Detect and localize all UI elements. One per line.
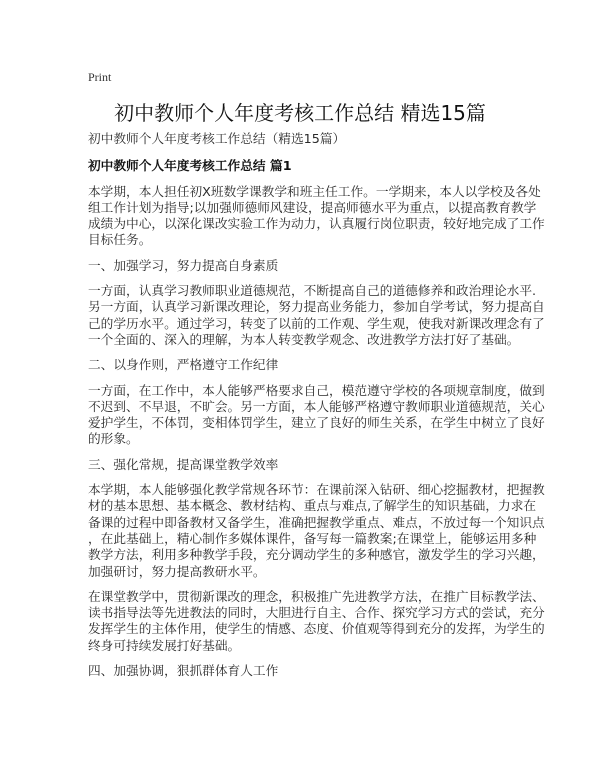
text-line: 终身可持续发展打好基础。 <box>88 637 241 653</box>
text-line: 四、加强协调，狠抓群体育人工作 <box>88 663 279 679</box>
text-line: 一方面，在工作中，本人能够严格要求自己，模范遵守学校的各项规章制度，做到 <box>88 382 545 398</box>
paragraph-list <box>88 183 545 680</box>
subsection-heading <box>88 357 528 373</box>
section-heading: 初中教师个人年度考核工作总结 篇1 <box>88 158 292 174</box>
paragraph <box>88 283 545 348</box>
text-line: 另一方面，认真学习新课改理论，努力提高业务能力，参加自学考试，努力提高自 <box>88 299 545 315</box>
document-title: 初中教师个人年度考核工作总结 精选15篇 <box>114 101 486 125</box>
text-line: ，在此基础上，精心制作多媒体课件，备写每一篇教案;在课堂上，能够运用多种 <box>88 530 537 546</box>
text-line: 成绩为中心，以深化课改实验工作为动力，认真履行岗位职责，较好地完成了工作 <box>88 216 545 232</box>
text-line: 备课的过程中即备教材又备学生，准确把握教学重点、难点，不放过每一个知识点 <box>88 514 545 530</box>
paragraph <box>88 382 545 448</box>
text-line: 组工作计划为指导;以加强师德师风建设，提高师德水平为重点，以提高教育教学 <box>88 199 537 215</box>
text-line: 目标任务。 <box>88 232 152 248</box>
subsection-heading <box>88 258 528 274</box>
text-line: 在课堂教学中，贯彻新课改的理念，积极推广先进教学方法，在推广目标教学法、 <box>88 588 545 604</box>
text-line: 材的基本思想、基本概念、教材结构、重点与难点,了解学生的知识基础，力求在 <box>88 498 537 514</box>
text-line: 本学期，本人担任初X班数学课教学和班主任工作。一学期来，本人以学校及各处 <box>88 183 541 199</box>
paragraph <box>88 482 545 580</box>
text-line: 加强研讨，努力提高教研水平。 <box>88 563 266 579</box>
paragraph <box>88 588 545 654</box>
subsection-heading <box>88 457 528 473</box>
text-line: 一、加强学习，努力提高自身素质 <box>88 257 279 273</box>
paragraph <box>88 183 545 249</box>
text-line: 一方面，认真学习教师职业道德规范，不断提高自己的道德修养和政治理论水平. <box>88 283 537 299</box>
document-body <box>88 131 545 688</box>
text-line: 发挥学生的主体作用，使学生的情感、态度、价值观等得到充分的发挥，为学生的 <box>88 621 545 637</box>
print-link[interactable]: Print <box>88 70 112 84</box>
text-line: 一个全面的、深入的理解，为本人转变教学观念、改进教学方法打好了基础。 <box>88 331 520 347</box>
text-line: 爱护学生，不体罚，变相体罚学生，建立了良好的师生关系，在学生中树立了良好 <box>88 415 545 431</box>
text-line: 读书指导法等先进教法的同时，大胆进行自主、合作、探究学习方式的尝试，充分 <box>88 605 545 621</box>
text-line: 三、强化常规，提高课堂教学效率 <box>88 456 279 472</box>
document-subtitle: 初中教师个人年度考核工作总结（精选15篇） <box>88 131 346 146</box>
text-line: 不迟到、不早退，不旷会。另一方面，本人能够严格遵守教师职业道德规范，关心 <box>88 398 545 414</box>
text-line: 的形象。 <box>88 431 139 447</box>
text-line: 己的学历水平。通过学习，转变了以前的工作观、学生观，使我对新课改理念有了 <box>88 315 545 331</box>
text-line: 教学方法，利用多种教学手段，充分调动学生的多种感官，激发学生的学习兴趣， <box>88 547 545 563</box>
text-line: 本学期，本人能够强化教学常规各环节：在课前深入钻研、细心挖掘教材，把握教 <box>88 482 545 498</box>
text-line: 二、以身作则，严格遵守工作纪律 <box>88 357 279 373</box>
subsection-heading <box>88 663 528 679</box>
